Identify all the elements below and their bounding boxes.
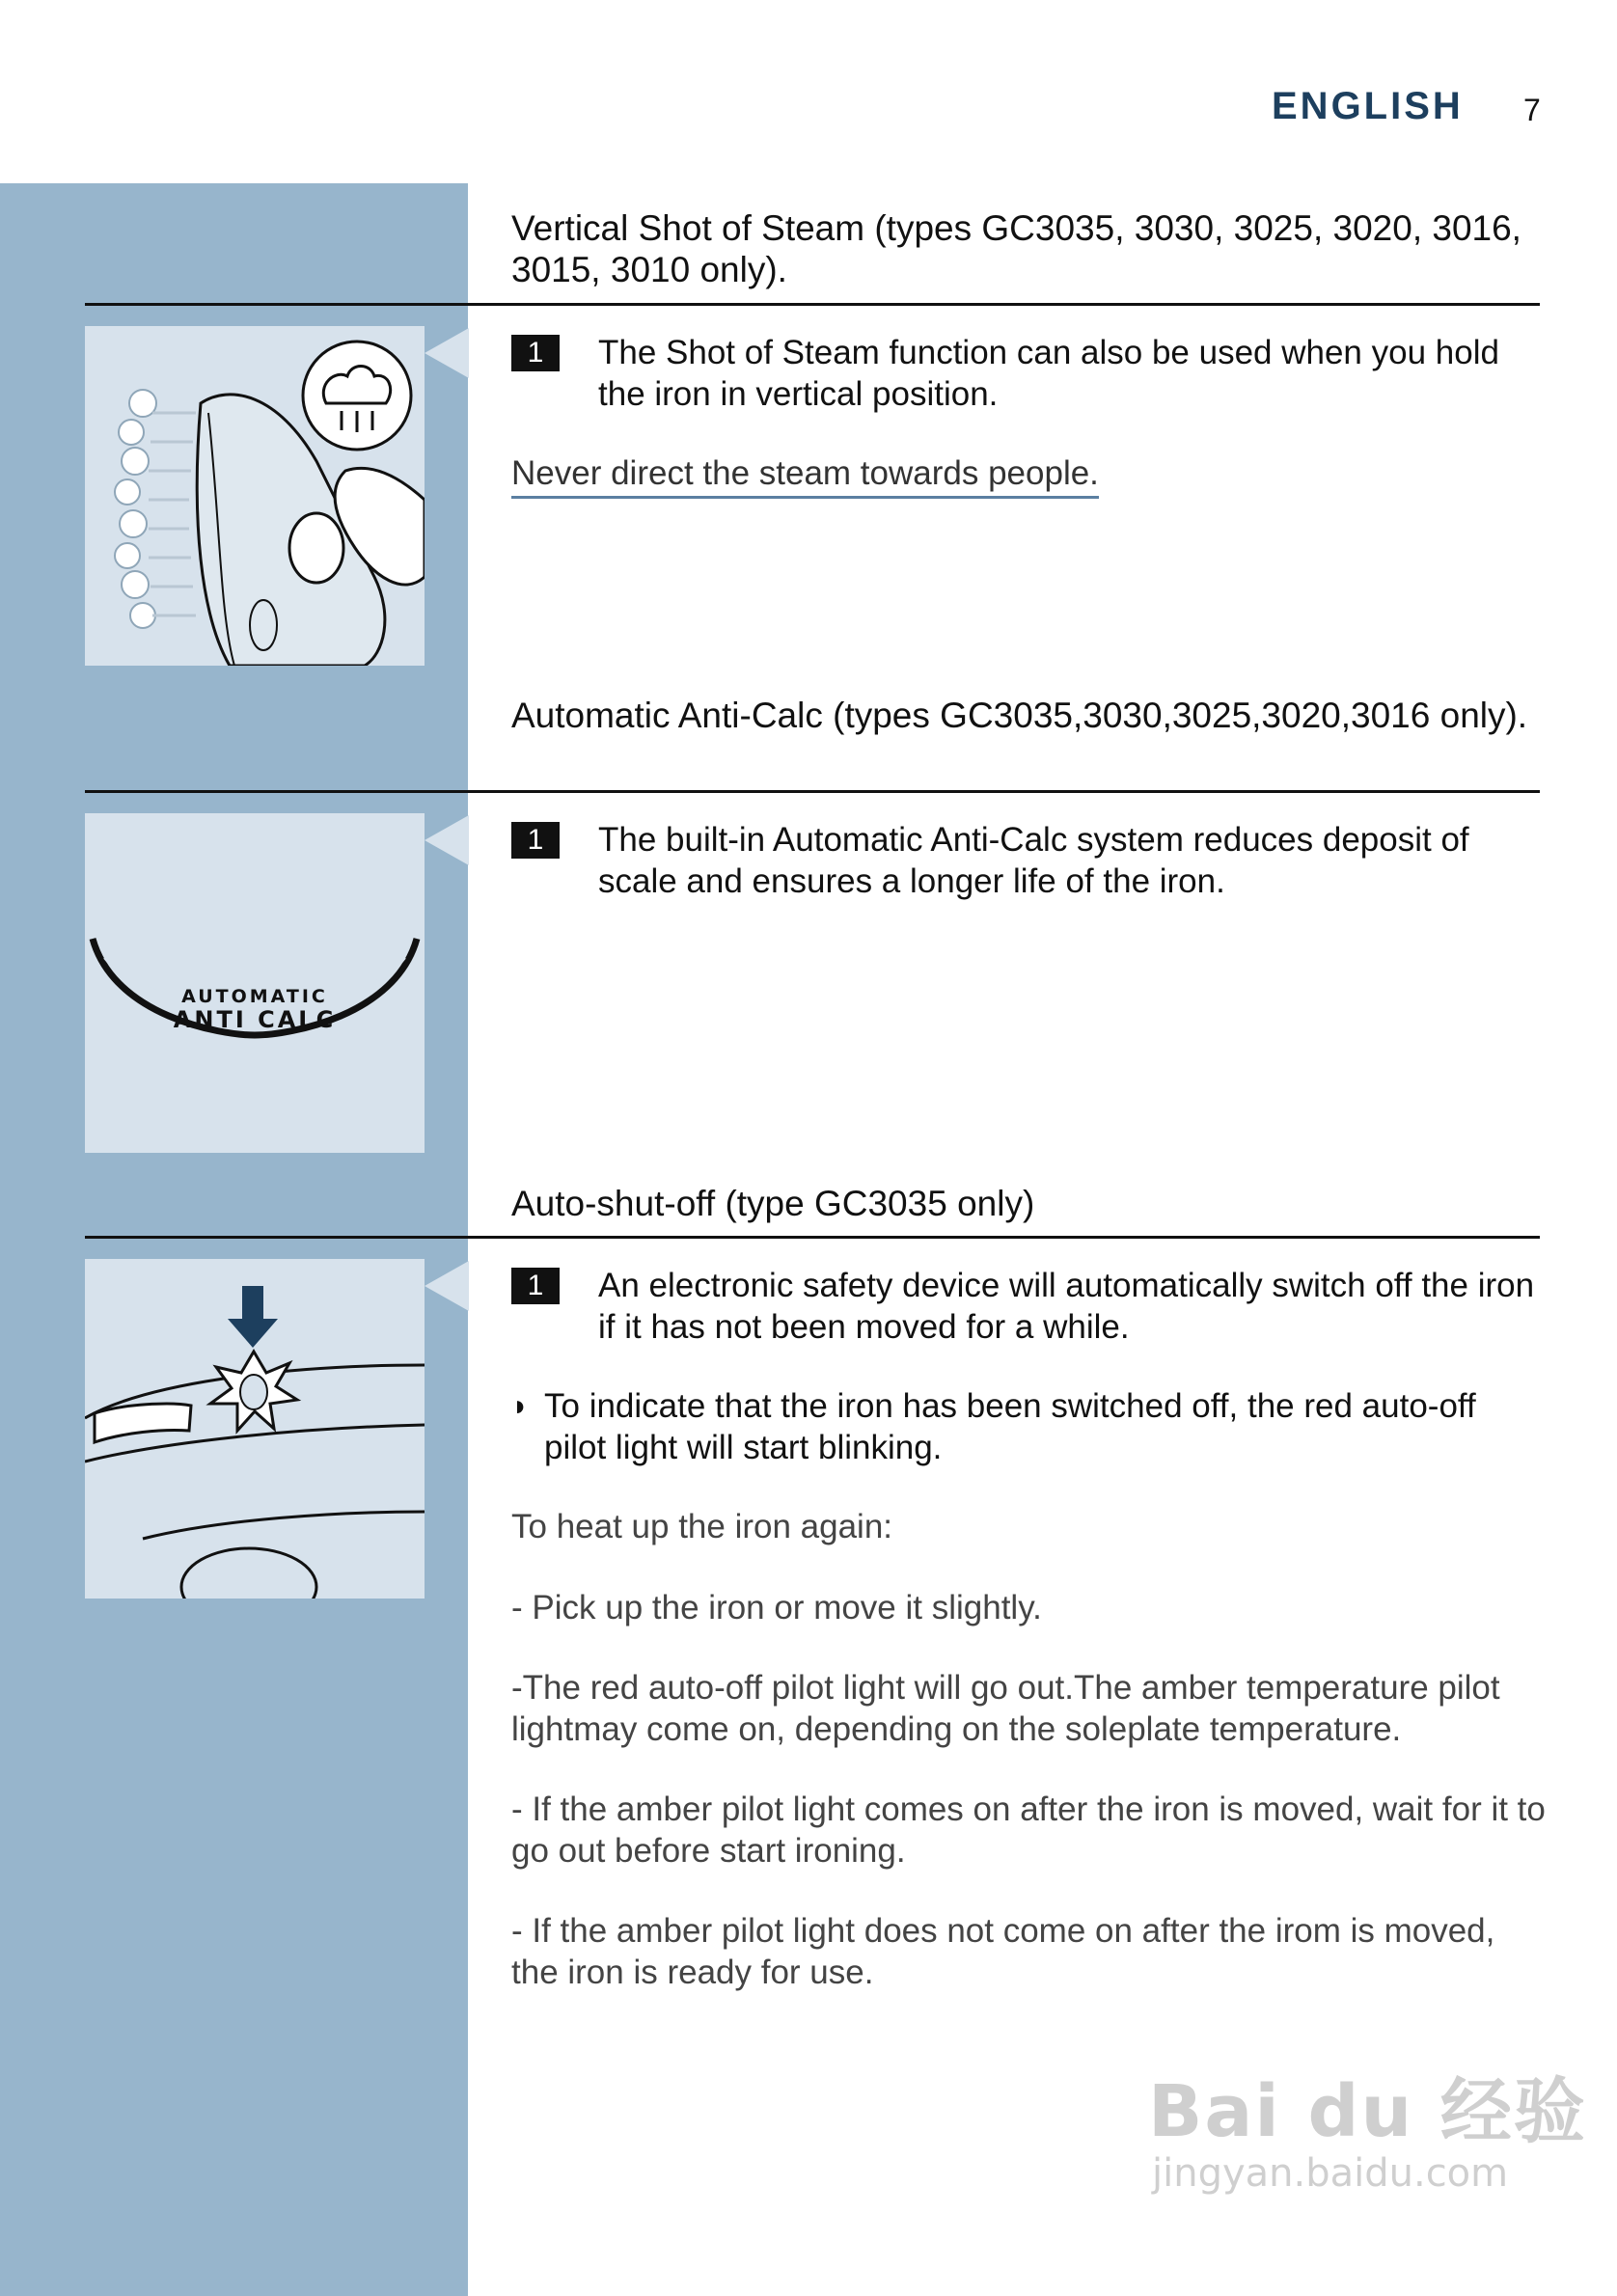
down-arrow-icon — [242, 1286, 263, 1319]
bullet-text: To indicate that the iron has been switched off, the red auto-off pilot light will start blinking. — [544, 1387, 1476, 1466]
bullet-icon: ◗ — [511, 1390, 530, 1422]
step-text: The built-in Automatic Anti-Calc system reduces deposit of scale and ensures a longer life of the iron. — [598, 821, 1469, 900]
language-label: ENGLISH — [1272, 85, 1464, 127]
panel-pointer — [425, 1261, 469, 1311]
paragraph: To heat up the iron again: — [511, 1508, 893, 1545]
page-number: 7 — [1523, 93, 1541, 127]
step-number-badge: 1 — [511, 1268, 560, 1304]
step-text: The Shot of Steam function can also be used when you hold the iron in vertical position. — [598, 334, 1499, 413]
paragraph: -The red auto-off pilot light will go out.The amber temperature pilot lightmay come on, depending on the soleplate temperature. — [511, 1669, 1500, 1748]
baidu-watermark — [1148, 2055, 1587, 2196]
section-title-anti-calc: Automatic Anti-Calc (types GC3035,3030,3025,3020,3016 only). — [511, 696, 1528, 735]
section-divider — [85, 303, 1540, 306]
step-number-badge: 1 — [511, 822, 560, 859]
illustration-vertical-steam — [85, 326, 425, 666]
section-title-vertical-steam: Vertical Shot of Steam (types GC3035, 3030, 3025, 3020, 3016, 3015, 3010 only). — [511, 208, 1521, 289]
warning-text: Never direct the steam towards people. — [511, 452, 1099, 499]
paragraph: - If the amber pilot light comes on after the iron is moved, wait for it to go out before start ironing. — [511, 1790, 1546, 1870]
illustration-anti-calc — [85, 813, 425, 1153]
dial-label-bottom: ANTI CALC — [173, 1006, 337, 1033]
illustration-auto-shut-off — [85, 1259, 425, 1599]
section-divider — [85, 790, 1540, 793]
step-text: An electronic safety device will automatically switch off the iron if it has not been moved for a while. — [598, 1267, 1535, 1346]
paragraph: - Pick up the iron or move it slightly. — [511, 1589, 1042, 1626]
anti-calc-dial-illustration — [85, 813, 425, 1153]
panel-pointer — [425, 328, 469, 378]
watermark-url: jingyan.baidu.com — [1152, 2151, 1509, 2196]
section-divider — [85, 1236, 1540, 1239]
watermark-main: Bai du 经验 — [1148, 2070, 1587, 2153]
paragraph: - If the amber pilot light does not come on after the irom is moved, the iron is ready for use. — [511, 1912, 1495, 1991]
dial-label-top: AUTOMATIC — [181, 986, 328, 1007]
auto-off-light-illustration — [85, 1259, 425, 1599]
step-number-badge: 1 — [511, 335, 560, 371]
panel-pointer — [425, 815, 469, 865]
iron-vertical-steam-illustration — [85, 326, 425, 666]
section-title-auto-shut-off: Auto-shut-off (type GC3035 only) — [511, 1184, 1035, 1223]
